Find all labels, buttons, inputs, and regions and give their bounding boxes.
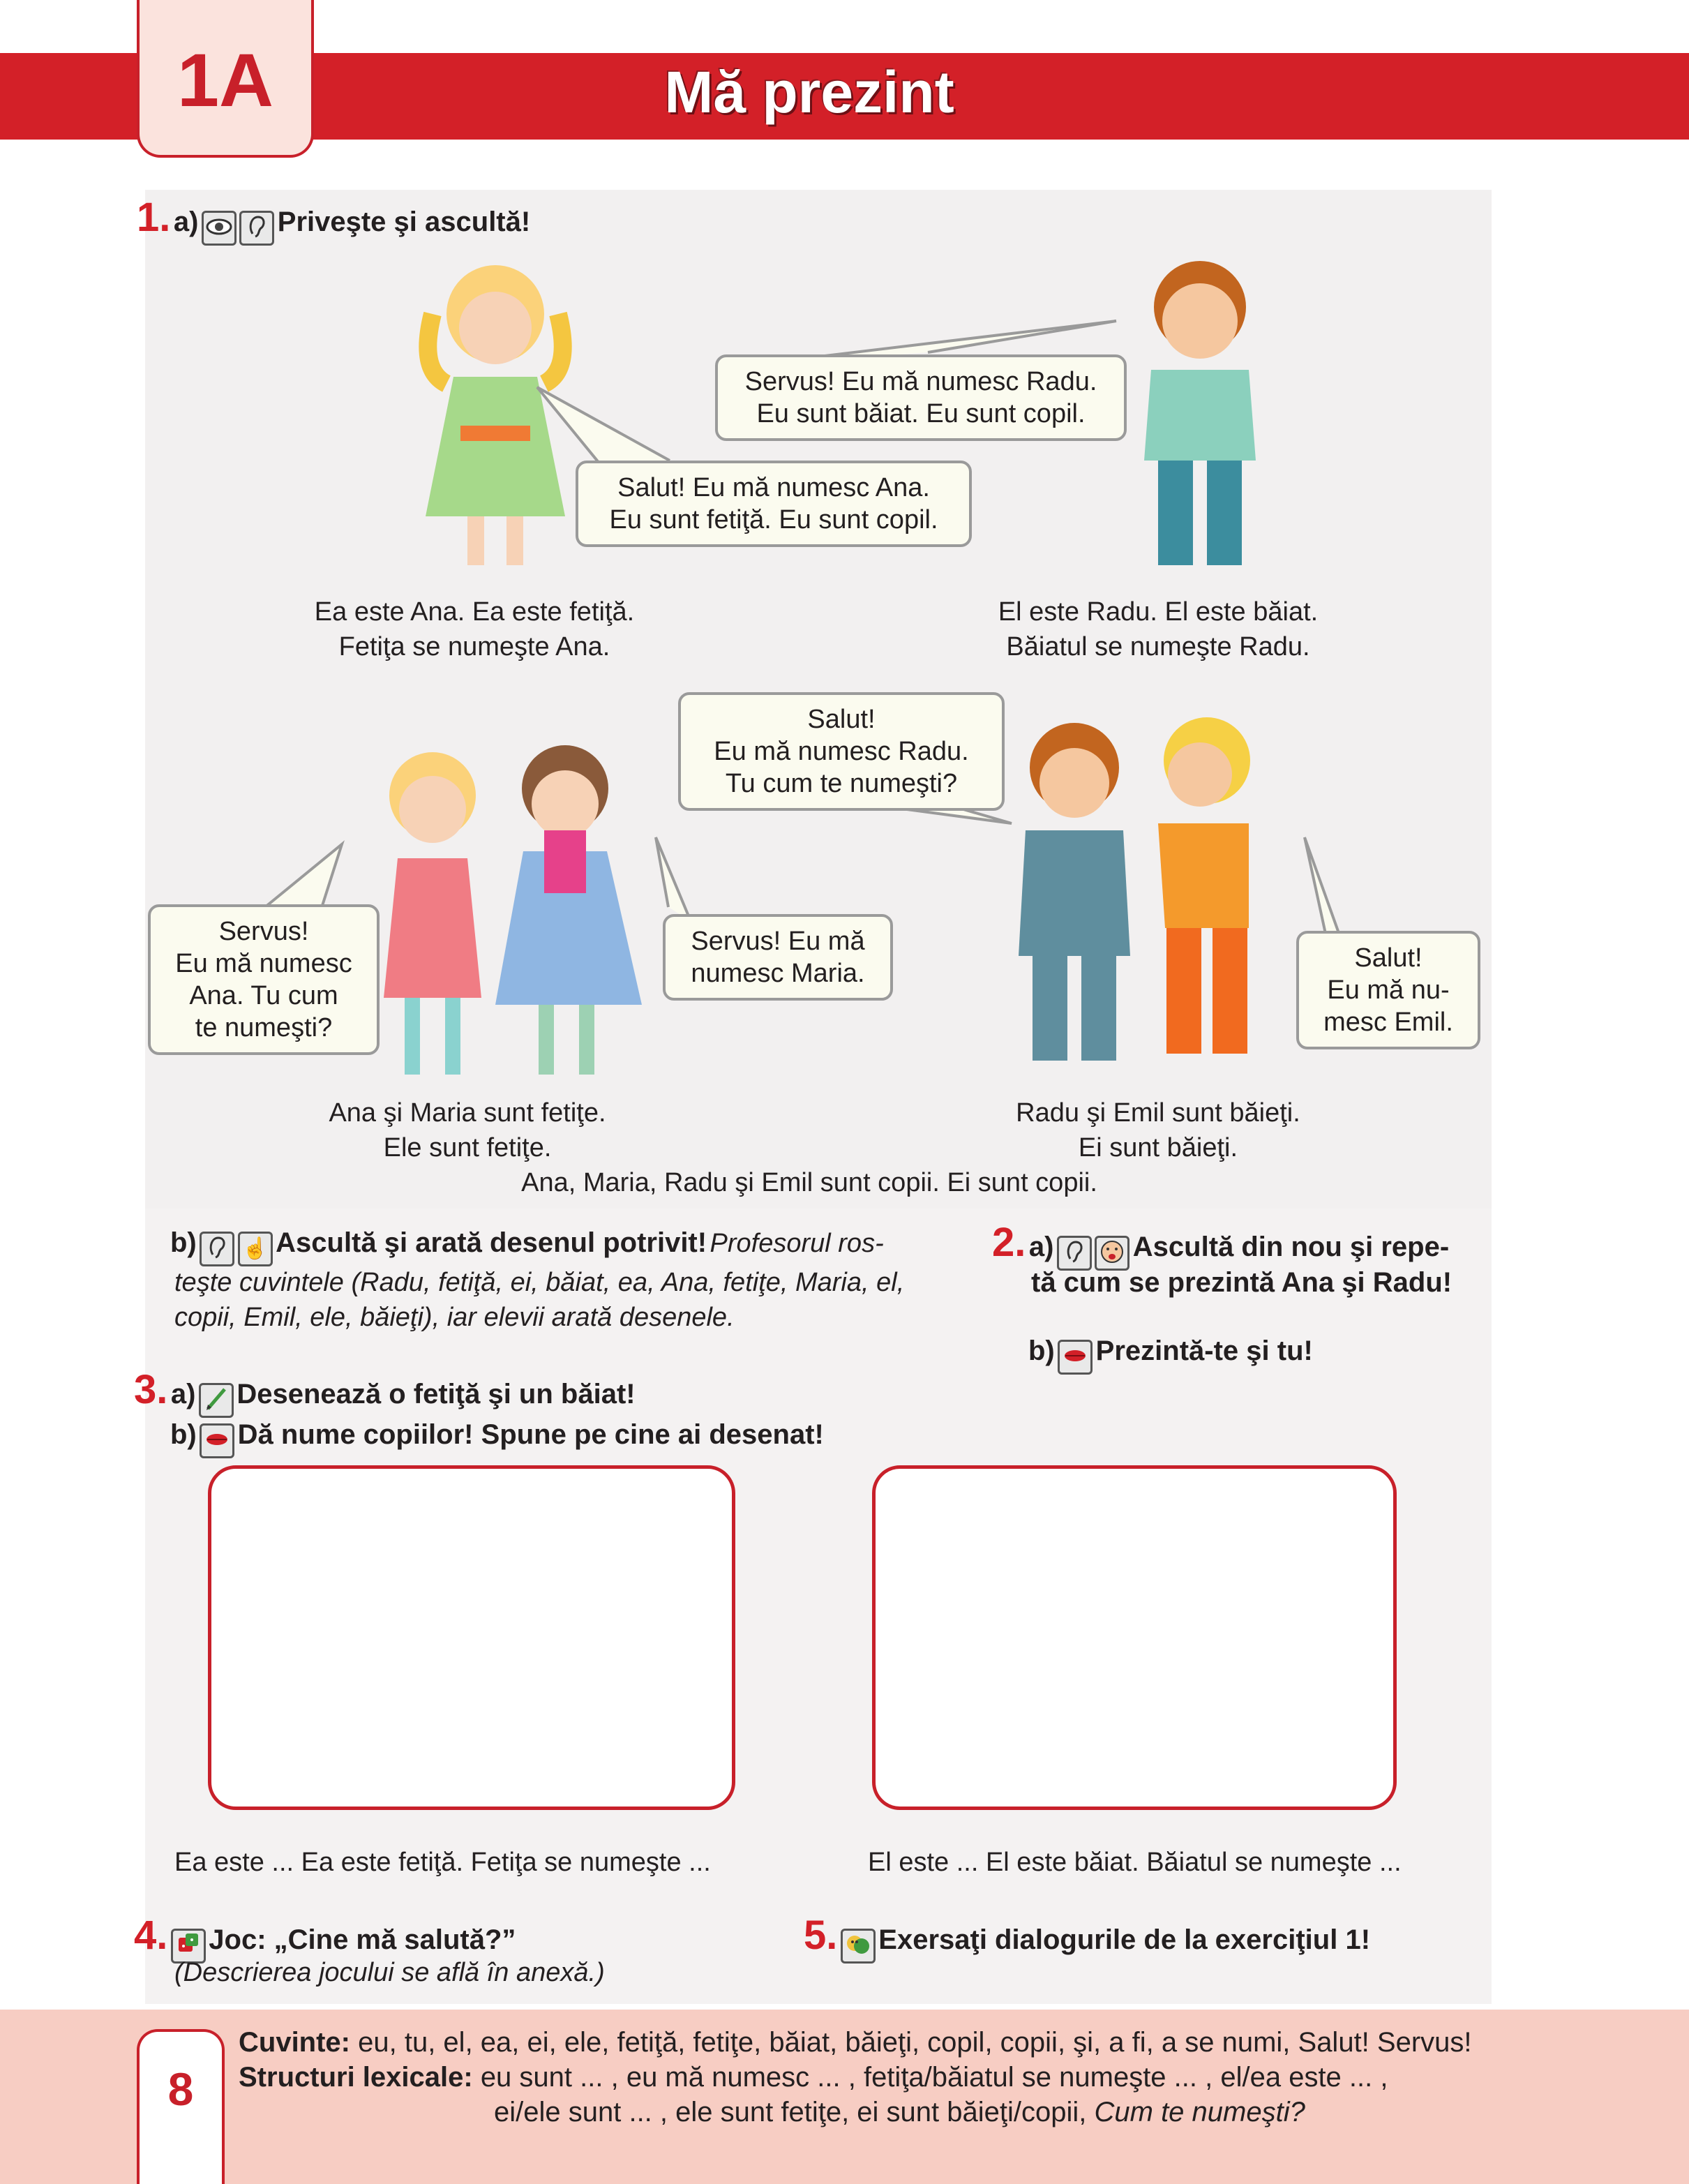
- caption-line: Radu şi Emil sunt băieţi.: [1016, 1098, 1300, 1128]
- ex2-b: [1028, 1336, 1517, 1375]
- bubble-line: Eu mă numesc Radu.: [714, 737, 969, 766]
- ex4-note: (Descrierea jocului se află în anexă.): [174, 1958, 605, 1987]
- speech-bubble-ana-1: [576, 461, 972, 547]
- footer-structures: [239, 2060, 1676, 2095]
- ear-icon: [1057, 1236, 1092, 1271]
- bubble-line: Salut!: [807, 705, 876, 734]
- ex3-b: [170, 1419, 938, 1458]
- ex2-number: 2.: [992, 1220, 1026, 1265]
- speaking-face-icon: [1095, 1236, 1129, 1271]
- ex4-number: 4.: [134, 1913, 168, 1958]
- caption-girls: [237, 1095, 698, 1165]
- caption-boys: [928, 1095, 1388, 1165]
- ex2-a: [992, 1220, 1501, 1271]
- bubble-line: Servus! Eu mă: [691, 927, 865, 956]
- bubble-line: Servus! Eu mă numesc Radu.: [744, 367, 1097, 396]
- pointing-hand-icon: ☝: [238, 1232, 273, 1266]
- caption-line: Fetiţa se numeşte Ana.: [338, 632, 610, 661]
- speech-bubble-ana-2: [148, 904, 380, 1055]
- ex4-text: Joc: „Cine mă salută?”: [209, 1924, 516, 1955]
- page-number-tab: [137, 2029, 225, 2184]
- caption-line: Ana şi Maria sunt fetiţe.: [329, 1098, 606, 1128]
- bubble-line: Salut! Eu mă numesc Ana.: [617, 473, 930, 502]
- bubble-line: te numeşti?: [195, 1013, 333, 1042]
- ex1-b-italic-1: Profesorul ros-: [710, 1229, 884, 1258]
- ex3-a-label: a): [170, 1379, 196, 1409]
- ex2-b-label: b): [1028, 1336, 1055, 1366]
- ex1-a-label: a): [173, 207, 199, 237]
- bubble-line: Eu sunt băiat. Eu sunt copil.: [756, 399, 1086, 428]
- lips-icon: [200, 1423, 234, 1458]
- ear-icon: [200, 1232, 234, 1266]
- speech-bubble-radu-1: [715, 354, 1127, 441]
- footer-structures-text-2a: ei/ele sunt ... , ele sunt fetiţe, ei sunt băieţi/copii,: [494, 2097, 1087, 2127]
- ex5-number: 5.: [804, 1913, 838, 1958]
- ex4: [134, 1912, 762, 1964]
- ex1-b: [170, 1225, 959, 1266]
- caption-line: Ei sunt băieţi.: [1078, 1133, 1238, 1162]
- bubble-line: Eu mă nu-: [1327, 975, 1450, 1005]
- caption-line: Ea este Ana. Ea este fetiţă.: [314, 597, 635, 627]
- ex2-a-label: a): [1028, 1232, 1054, 1262]
- page-title: Mă prezint: [664, 59, 954, 125]
- lips-icon: [1058, 1340, 1093, 1375]
- bubble-line: mesc Emil.: [1323, 1008, 1453, 1037]
- ex2-a-text-1: Ascultă din nou şi repe-: [1132, 1232, 1450, 1262]
- bubble-line: Servus!: [218, 917, 309, 946]
- footer-words-text: eu, tu, el, ea, ei, ele, fetiţă, fetiţe, băiat, băieţi, copil, copii, şi, a fi, a se numi, Salut! Servus!: [358, 2027, 1472, 2058]
- footer-structures-text-2b: Cum te numeşti?: [1094, 2097, 1305, 2127]
- ex3-number: 3.: [134, 1367, 168, 1412]
- ex1-b-label: b): [170, 1227, 197, 1258]
- lesson-code: 1A: [177, 38, 274, 122]
- drawing-box-girl[interactable]: [208, 1465, 735, 1810]
- pencil-icon: [199, 1383, 234, 1418]
- bubble-line: Eu mă numesc: [175, 949, 352, 978]
- caption-radu: [928, 594, 1388, 664]
- caption-line: Ele sunt fetiţe.: [383, 1133, 552, 1162]
- theatre-masks-icon: [841, 1929, 876, 1964]
- ex3-a: [134, 1366, 901, 1418]
- bubble-line: Tu cum te numeşti?: [725, 769, 958, 798]
- ex5-text: Exersaţi dialogurile de la exerciţiul 1!: [878, 1924, 1371, 1955]
- ex2-b-text: Prezintă-te şi tu!: [1095, 1336, 1313, 1366]
- ex2-a-text-2: tă cum se prezintă Ana şi Radu!: [1031, 1267, 1452, 1298]
- ex3-a-text: Desenează o fetiţă şi un băiat!: [237, 1379, 636, 1409]
- speech-bubble-maria: [663, 914, 893, 1001]
- ex1-number: 1.: [137, 195, 171, 240]
- footer-structures-text-1: eu sunt ... , eu mă numesc ... , fetiţa/băiatul se numeşte ... , el/ea este ... ,: [480, 2062, 1388, 2093]
- footer-structures-line-2: [494, 2095, 1680, 2130]
- ex3-caption-boy: El este ... El este băiat. Băiatul se numeşte ...: [868, 1848, 1402, 1877]
- ex3-caption-girl: Ea este ... Ea este fetiţă. Fetiţa se numeşte ...: [174, 1848, 711, 1877]
- caption-line: El este Radu. El este băiat.: [998, 597, 1319, 627]
- footer-structures-label: Structuri lexicale:: [239, 2062, 473, 2093]
- speech-bubble-emil: [1296, 931, 1480, 1049]
- ex1-b-italic-3: copii, Emil, ele, băieţi), iar elevii arată desenele.: [174, 1303, 735, 1332]
- ex1-b-italic-2: teşte cuvintele (Radu, fetiţă, ei, băiat, ea, Ana, fetiţe, Maria, el,: [174, 1268, 905, 1297]
- drawing-box-boy[interactable]: [872, 1465, 1397, 1810]
- ex3-b-text: Dă nume copiilor! Spune pe cine ai desenat!: [237, 1419, 824, 1450]
- page-number: 8: [167, 2063, 194, 2115]
- caption-all: Ana, Maria, Radu şi Emil sunt copii. Ei sunt copii.: [521, 1168, 1097, 1197]
- footer-words: [239, 2025, 1676, 2060]
- ex1-a-text: Priveşte şi ascultă!: [277, 207, 531, 237]
- caption-ana: [244, 594, 705, 664]
- speech-bubble-radu-2: [678, 692, 1005, 811]
- bubble-line: Salut!: [1354, 943, 1422, 973]
- caption-line: Băiatul se numeşte Radu.: [1006, 632, 1310, 661]
- ex5: [804, 1912, 1501, 1964]
- ex3-b-label: b): [170, 1419, 197, 1450]
- bubble-line: Ana. Tu cum: [189, 981, 338, 1010]
- bubble-line: numesc Maria.: [691, 959, 865, 988]
- ex1-b-bold: Ascultă şi arată desenul potrivit!: [276, 1227, 707, 1258]
- bubble-line: Eu sunt fetiţă. Eu sunt copil.: [609, 505, 938, 534]
- footer-words-label: Cuvinte:: [239, 2027, 350, 2058]
